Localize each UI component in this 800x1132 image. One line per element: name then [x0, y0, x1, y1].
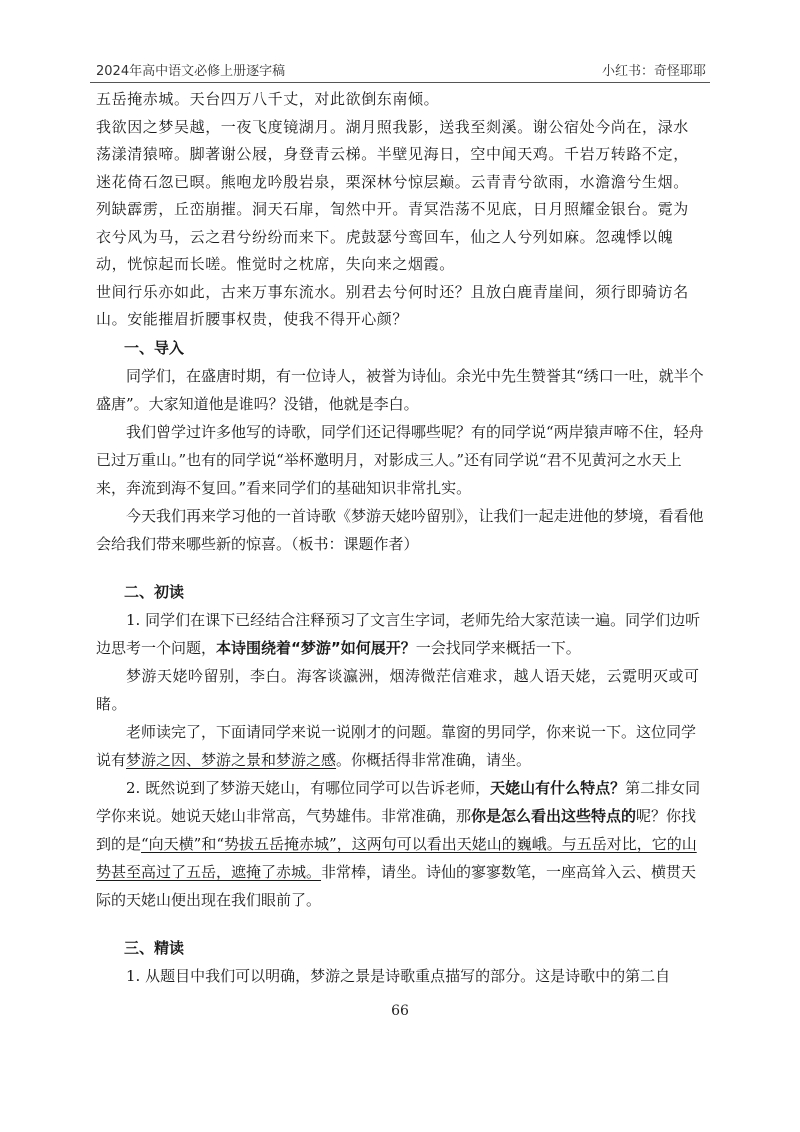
first-reading-paragraph-2: 老师读完了，下面请同学来说一说刚才的问题。靠窗的男同学，你来说一下。这位同学说有梦游之因、梦游之景和梦游之感。你概括得非常准确，请坐。 — [96, 722, 697, 769]
page-header — [90, 60, 710, 83]
header-source: 小红书：奇怪耶耶 — [601, 64, 706, 79]
teacher-reading: 梦游天姥吟留别，李白。海客谈瀛洲，烟涛微茫信难求，越人语天姥，云霓明灭或可睹。 — [96, 666, 700, 713]
poem-text — [96, 86, 704, 334]
section-title-close-reading: 三、精读 — [124, 938, 185, 957]
close-reading-paragraph-1: 1. 从题目中我们可以明确，梦游之景是诗歌重点描写的部分。这是诗歌中的第二自 — [126, 966, 671, 985]
intro-paragraph-2: 我们曾学过许多他写的诗歌，同学们还记得哪些呢？有的同学说“两岸猿声啼不住，轻舟已过万重山。”也有的同学说“举杯邀明月，对影成三人。”还有同学说“君不见黄河之水天上来，奔流到海不复回。”看来同学们的基础知识非常扎实。 — [96, 422, 704, 497]
section-title-intro: 一、导入 — [124, 338, 185, 357]
page-number: 66 — [391, 1003, 409, 1019]
intro-paragraph-1: 同学们，在盛唐时期，有一位诗人，被誉为诗仙。余光中先生赞誉其“绣口一吐，就半个盛唐”。大家知道他是谁吗？没错，他就是李白。 — [96, 366, 704, 413]
page-content — [96, 86, 704, 990]
key-question: 天姥山有什么特点？ — [490, 778, 626, 797]
header-title: 2024年高中语文必修上册逐字稿 — [96, 64, 286, 79]
key-question: 你是怎么看出这些特点的 — [471, 806, 637, 825]
underlined-answer: “向天横”和“势拔五岳掩赤城”，这两句可以看出天姥山的巍峨。与五岳对比，它的山势甚至高过了五岳，遮掩了赤城。 — [96, 834, 697, 881]
key-question: 本诗围绕着“梦游”如何展开？ — [216, 638, 416, 657]
poem-line: 五岳掩赤城。天台四万八千丈，对此欲倒东南倾。 — [96, 90, 440, 108]
underlined-answer: 梦游之因、梦游之景和梦游之感 — [126, 750, 337, 769]
first-reading-paragraph-1: 1. 同学们在课下已经结合注释预习了文言生字词，老师先给大家范读一遍。同学们边听边思考一个问题，本诗围绕着“梦游”如何展开？一会找同学来概括一下。 — [96, 610, 701, 657]
poem-line: 世间行乐亦如此，古来万事东流水。别君去兮何时还？且放白鹿青崖间，须行即骑访名山。安能摧眉折腰事权贵，使我不得开心颜？ — [96, 282, 689, 328]
intro-paragraph-3: 今天我们再来学习他的一首诗歌《梦游天姥吟留别》，让我们一起走进他的梦境，看看他会给我们带来哪些新的惊喜。（板书：课题作者） — [96, 506, 704, 553]
poem-line: 我欲因之梦吴越，一夜飞度镜湖月。湖月照我影，送我至剡溪。谢公宿处今尚在，渌水荡漾清猿啼。脚著谢公屐，身登青云梯。半壁见海日，空中闻天鸡。千岩万转路不定，迷花倚石忽已暝。熊咆龙吟殷岩泉，栗深林兮惊层巅。云青青兮欲雨，水澹澹兮生烟。列缺霹雳，丘峦崩摧。洞天石扉，訇然中开。青冥浩荡不见底，日月照耀金银台。霓为衣兮风为马，云之君兮纷纷而来下。虎鼓瑟兮鸾回车，仙之人兮列如麻。忽魂悸以魄动，恍惊起而长嗟。惟觉时之枕席，失向来之烟霞。 — [96, 117, 689, 273]
section-title-first-reading: 二、初读 — [124, 582, 185, 601]
first-reading-paragraph-3: 2. 既然说到了梦游天姥山，有哪位同学可以告诉老师，天姥山有什么特点？第二排女同学你来说。她说天姥山非常高，气势雄伟。非常准确，那你是怎么看出这些特点的呢？你找到的是“向天横”和“势拔五岳掩赤城”，这两句可以看出天姥山的巍峨。与五岳对比，它的山势甚至高过了五岳，遮掩了赤城。非常棒，请坐。诗仙的寥寥数笔，一座高耸入云、横贯天际的天姥山便出现在我们眼前了。 — [96, 778, 701, 909]
